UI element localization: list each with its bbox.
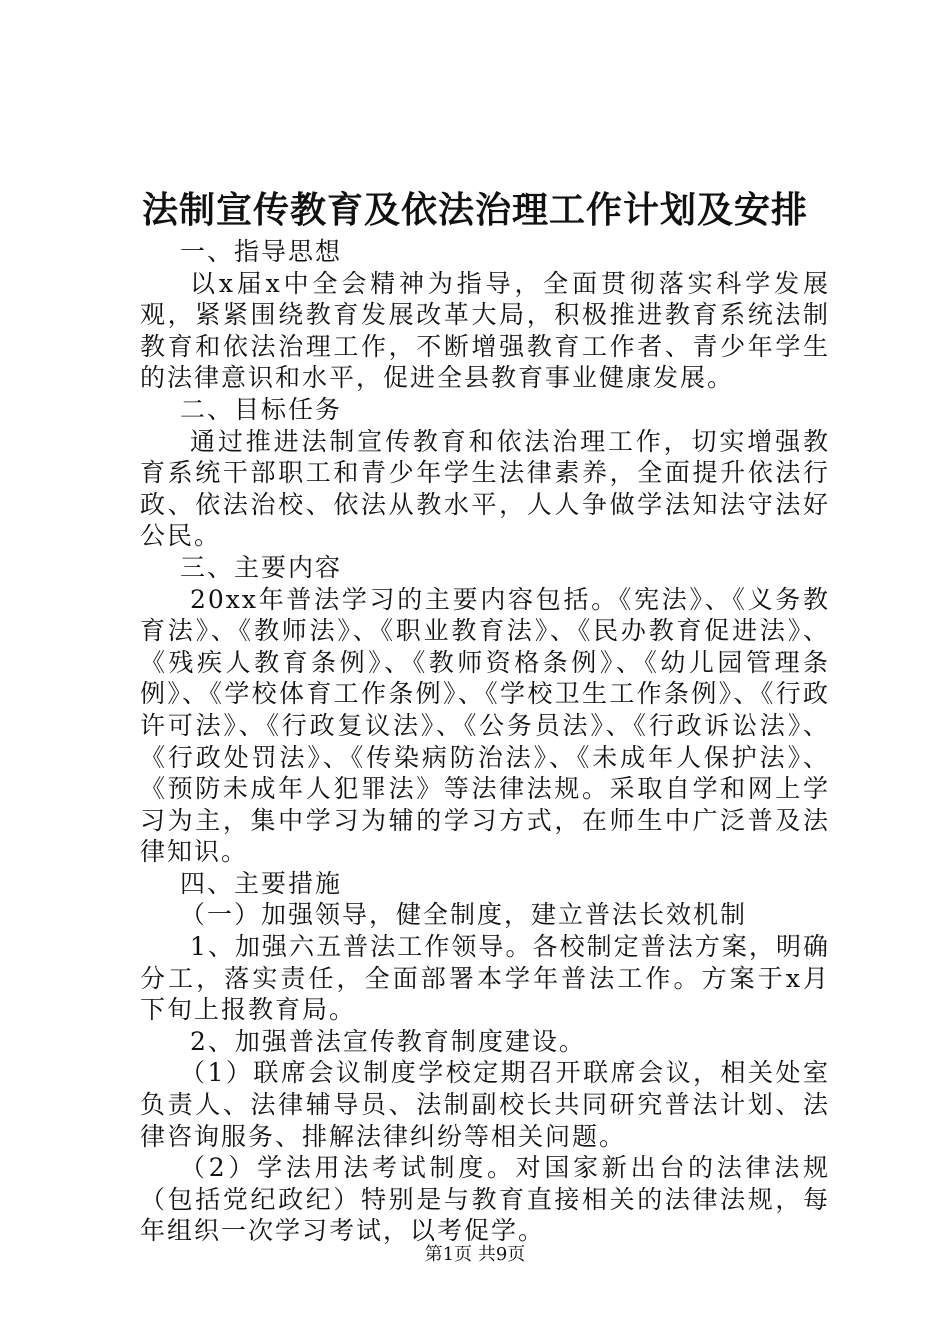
- body-paragraph: 通过推进法制宣传教育和依法治理工作，切实增强教育系统干部职工和青少年学生法律素养，全面提升依法行政、依法治校、依法从教水平，人人争做学法知法守法好公民。: [140, 426, 830, 551]
- document-title: 法制宣传教育及依法治理工作计划及安排: [141, 189, 808, 231]
- body-paragraph: 2、加强普法宣传教育制度建设。: [190, 1026, 586, 1056]
- section-heading: 四、主要措施: [180, 868, 343, 898]
- body-paragraph: （1）联席会议制度学校定期召开联席会议，相关处室负责人、法律辅导员、法制副校长共同研究普法计划、法律咨询服务、排解法律纠纷等相关问题。: [140, 1058, 830, 1151]
- body-paragraph: （2）学法用法考试制度。对国家新出台的法律法规（包括党纪政纪）特别是与教育直接相关的法律法规，每年组织一次学习考试，以考促学。: [140, 1153, 830, 1246]
- page-footer: 第1页 共9页: [424, 1244, 526, 1265]
- subsection-heading: （一）加强领导，健全制度，建立普法长效机制: [180, 900, 748, 930]
- section-heading: 三、主要内容: [180, 552, 343, 582]
- document-body: [140, 236, 830, 1247]
- section-heading: 一、指导思想: [180, 237, 343, 266]
- body-paragraph: 1、加强六五普法工作领导。各校制定普法方案，明确分工，落实责任，全面部署本学年普法工作。方案于x月下旬上报教育局。: [140, 932, 830, 1025]
- section-heading: 二、目标任务: [180, 394, 343, 424]
- body-paragraph: 20xx年普法学习的主要内容包括。《宪法》、《义务教育法》、《教师法》、《职业教育法》、《民办教育促进法》、《残疾人教育条例》、《教师资格条例》、《幼儿园管理条例》、《学校体育工作条例》、《学校卫生工作条例》、《行政许可法》、《行政复议法》、《公务员法》、《行政诉讼法》、《行政处罚法》、《传染病防治法》、《未成年人保护法》、《预防未成年人犯罪法》等法律法规。采取自学和网上学习为主，集中学习为辅的学习方式，在师生中广泛普及法律知识。: [140, 584, 830, 867]
- body-paragraph: 以x届x中全会精神为指导，全面贯彻落实科学发展观，紧紧围绕教育发展改革大局，积极推进教育系统法制教育和依法治理工作，不断增强教育工作者、青少年学生的法律意识和水平，促进全县教育事业健康发展。: [140, 268, 830, 393]
